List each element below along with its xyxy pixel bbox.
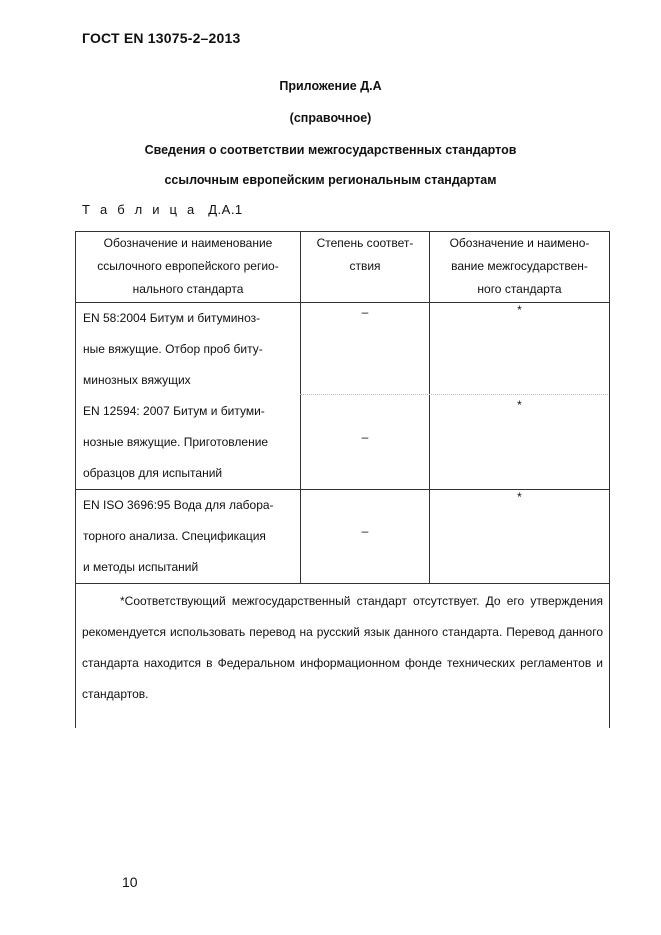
- table-row: [76, 396, 610, 490]
- page-number: 10: [122, 874, 138, 890]
- cell-line: и методы испытаний: [83, 560, 199, 574]
- document-header: ГОСТ EN 13075-2–2013: [82, 30, 241, 46]
- header-line: ствия: [349, 259, 381, 273]
- reference-standard-cell: [76, 490, 301, 584]
- cell-line: минозных вяжущих: [83, 373, 191, 387]
- degree-cell: [301, 303, 430, 397]
- appendix-title: Приложение Д.А: [279, 79, 382, 93]
- header-line: вание межгосударствен-: [451, 259, 588, 273]
- correspondence-table: [75, 231, 610, 728]
- table-footnote: *Соответствующий межгосударственный стандарт отсутствует. До его утверждения рекомендуется использовать перевод на русский язык данного стандарта. Перевод данного стандарта находится в Федеральном информационном фонде технических регламентов и стандартов.: [82, 594, 603, 701]
- header-line: ссылочного европейского регио-: [97, 259, 279, 273]
- cell-line: EN 58:2004 Битум и битуминоз-: [83, 311, 261, 325]
- header-line: ного стандарта: [477, 282, 562, 296]
- header-line: Степень соответ-: [316, 236, 414, 250]
- gost-value: *: [517, 398, 522, 412]
- appendix-heading-line2: ссылочным европейским региональным стандартам: [164, 173, 497, 187]
- appendix-heading-line1: Сведения о соответствии межгосударственных стандартов: [144, 143, 517, 157]
- cell-line: образцов для испытаний: [83, 466, 223, 480]
- table-label: Т а б л и ц а: [82, 202, 198, 217]
- header-line: Обозначение и наимено-: [449, 236, 590, 250]
- header-line: нального стандарта: [132, 282, 244, 296]
- gost-cell: [430, 396, 610, 490]
- cell-line: EN ISO 3696:95 Вода для лабора-: [83, 498, 274, 512]
- reference-standard-cell: [76, 303, 301, 397]
- degree-cell: [301, 490, 430, 584]
- degree-value: –: [361, 524, 369, 538]
- cell-line: ные вяжущие. Отбор проб биту-: [83, 342, 263, 356]
- appendix-kind: (справочное): [289, 111, 372, 125]
- gost-cell: [430, 490, 610, 584]
- row-divider-dotted: [300, 394, 608, 395]
- table-row: [76, 303, 610, 397]
- header-cell-reference: [76, 232, 301, 303]
- cell-line: торного анализа. Спецификация: [83, 529, 266, 543]
- degree-value: –: [361, 430, 369, 444]
- table-note-cell: [76, 584, 610, 729]
- reference-standard-cell: [76, 396, 301, 490]
- header-cell-gost: [430, 232, 610, 303]
- cell-line: EN 12594: 2007 Битум и битуми-: [83, 404, 265, 418]
- cell-line: нозные вяжущие. Приготовление: [83, 435, 269, 449]
- degree-value: –: [361, 305, 369, 319]
- table-number: Д.А.1: [208, 202, 243, 217]
- header-line: Обозначение и наименование: [103, 236, 273, 250]
- table-header-row: [76, 232, 610, 303]
- gost-value: *: [517, 490, 522, 504]
- header-cell-degree: [301, 232, 430, 303]
- gost-value: *: [517, 303, 522, 317]
- table-note-row: [76, 584, 610, 729]
- gost-cell: [430, 303, 610, 397]
- table-row: [76, 490, 610, 584]
- table-caption: [82, 202, 243, 217]
- degree-cell: [301, 396, 430, 490]
